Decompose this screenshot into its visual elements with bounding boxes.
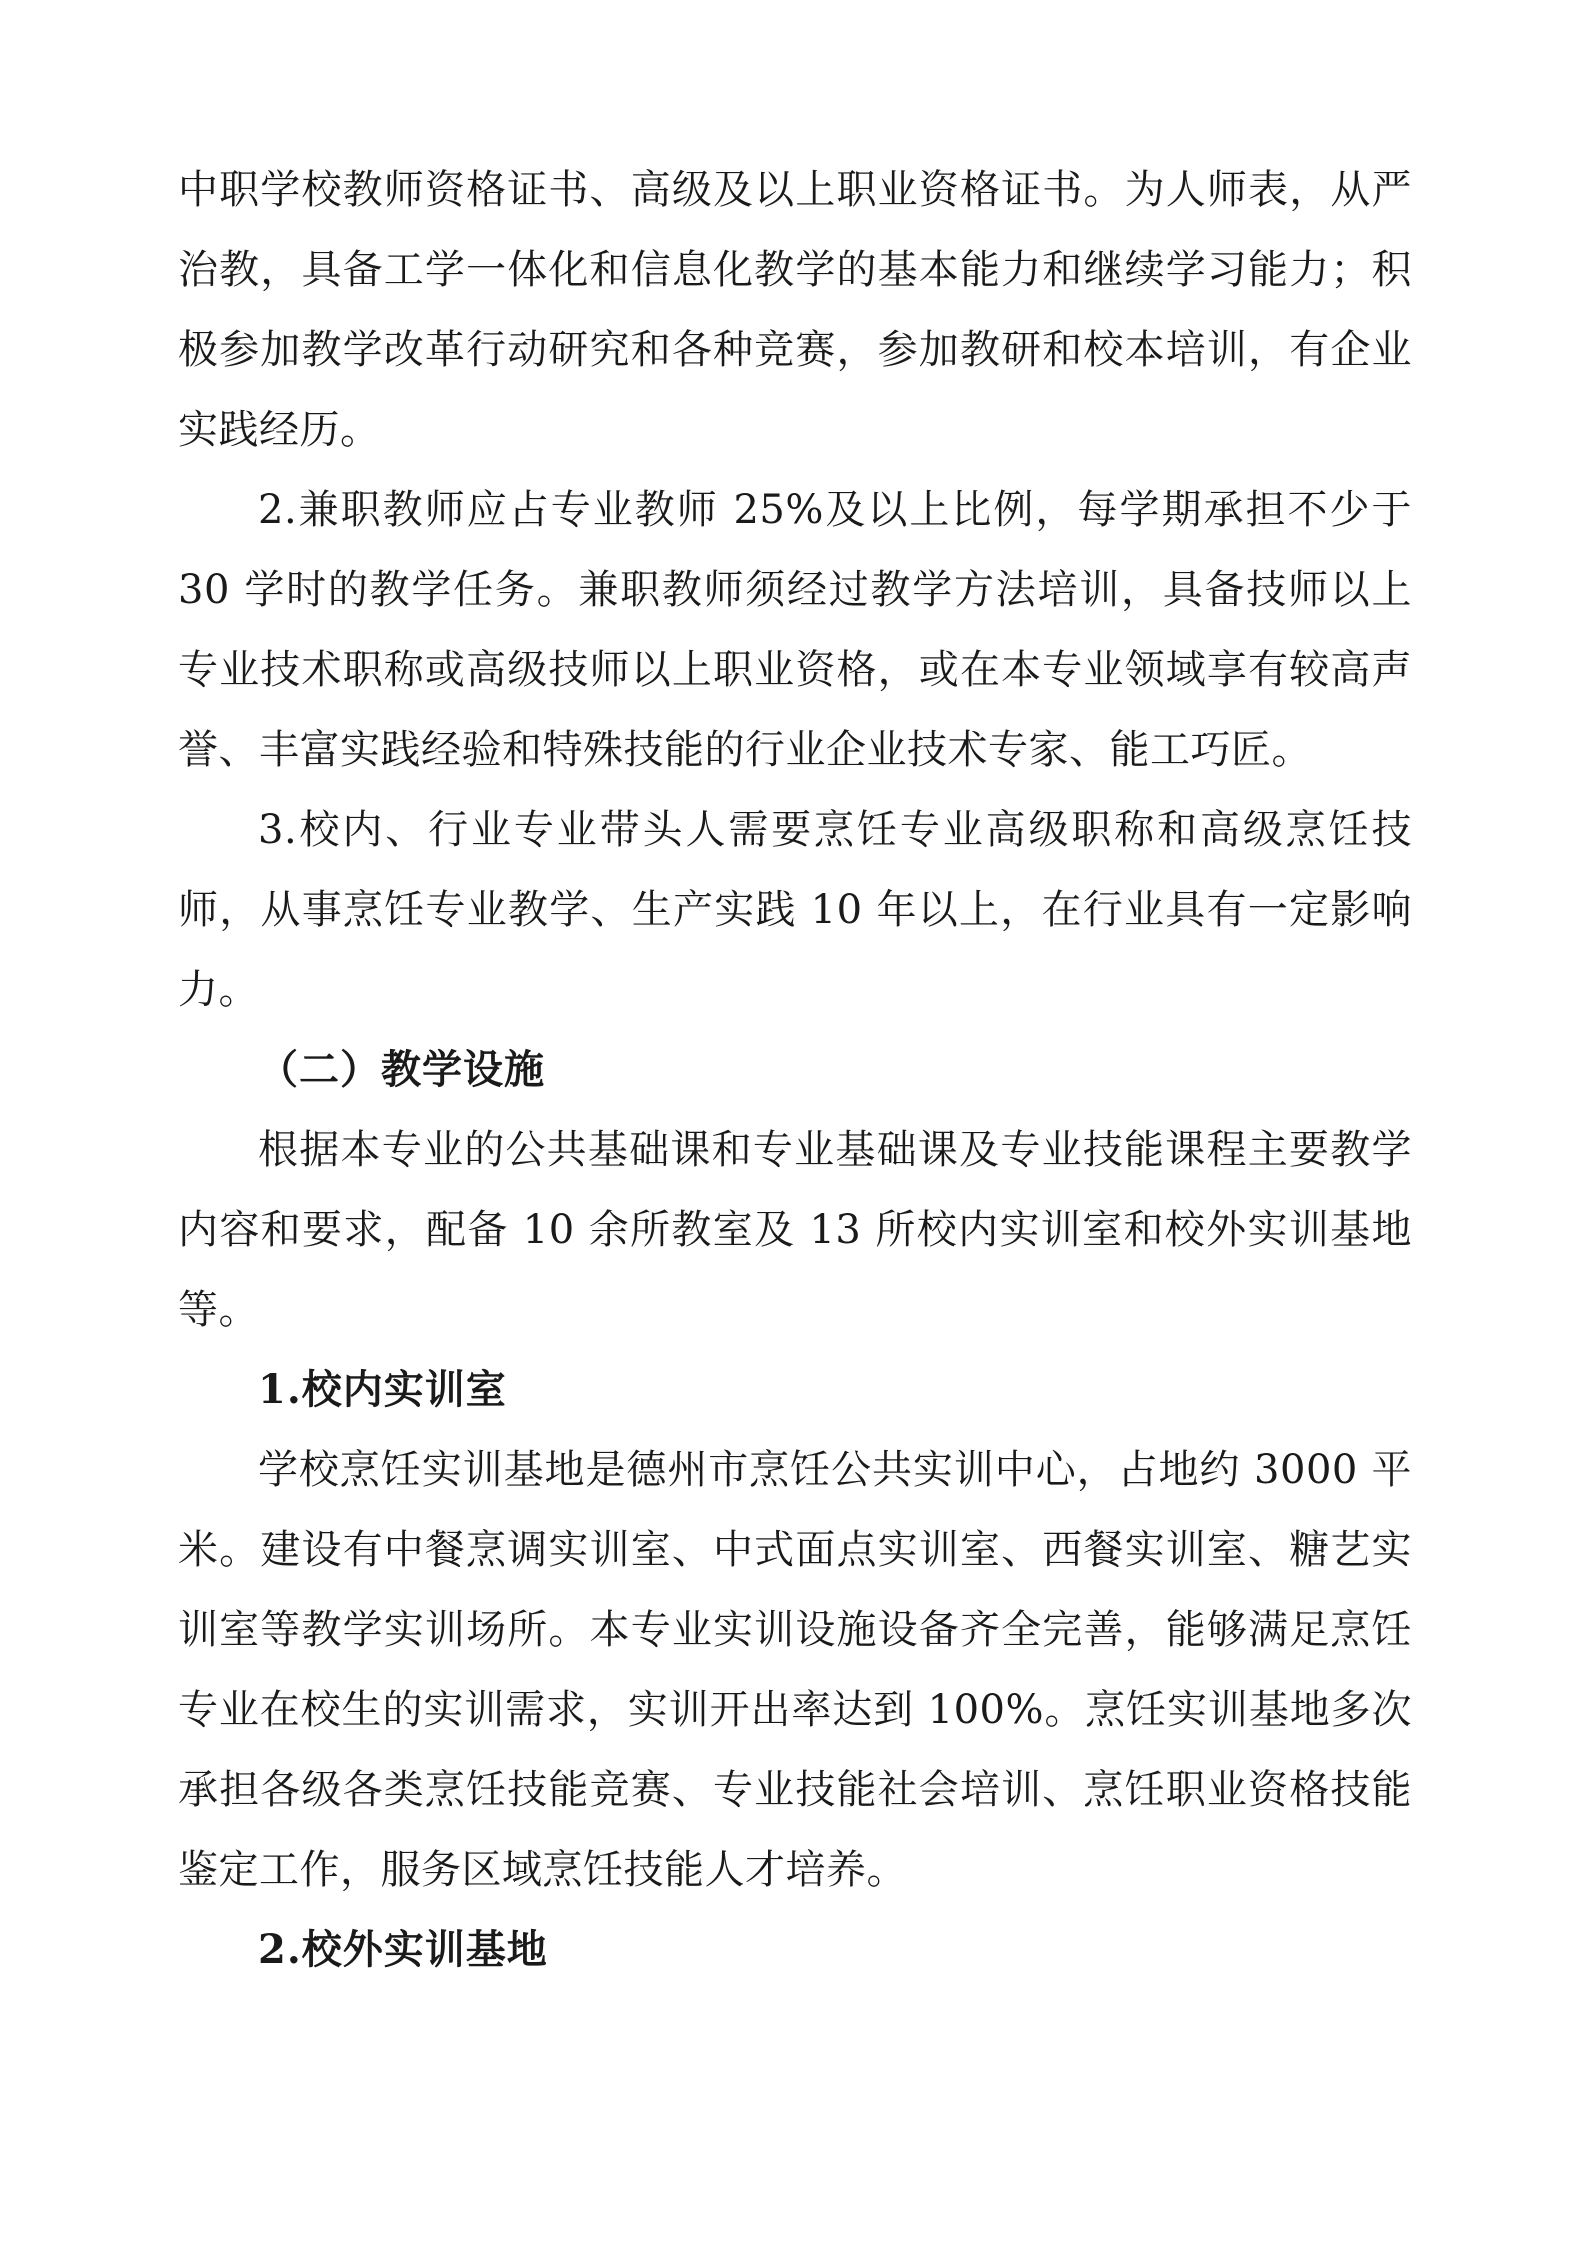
heading-item-1-on-campus-training-room: 1.校内实训室 [258,1366,507,1413]
document-body [178,150,1412,1990]
paragraph-teacher-qualification-continued: 中职学校教师资格证书、高级及以上职业资格证书。为人师表，从严治教，具备工学一体化和信息化教学的基本能力和继续学习能力；积极参加教学改革行动研究和各种竞赛，参加教研和校本培训，有企业实践经历。 [178,167,1412,453]
heading-item-2-off-campus-training-base: 2.校外实训基地 [258,1926,548,1973]
paragraph-facilities-intro: 根据本专业的公共基础课和专业基础课及专业技能课程主要教学内容和要求，配备 10 余所教室及 13 所校内实训室和校外实训基地等。 [178,1127,1412,1333]
paragraph-item-2-parttime-teachers: 2.兼职教师应占专业教师 25%及以上比例，每学期承担不少于 30 学时的教学任务。兼职教师须经过教学方法培训，具备技师以上专业技术职称或高级技师以上职业资格，或在本专业领域享有较高声誉、丰富实践经验和特殊技能的行业企业技术专家、能工巧匠。 [178,487,1412,773]
paragraph-on-campus-training-detail: 学校烹饪实训基地是德州市烹饪公共实训中心，占地约 3000 平米。建设有中餐烹调实训室、中式面点实训室、西餐实训室、糖艺实训室等教学实训场所。本专业实训设施设备齐全完善，能够满足烹饪专业在校生的实训需求，实训开出率达到 100%。烹饪实训基地多次承担各级各类烹饪技能竞赛、专业技能社会培训、烹饪职业资格技能鉴定工作，服务区域烹饪技能人才培养。 [178,1447,1412,1893]
paragraph-item-3-professional-leader: 3.校内、行业专业带头人需要烹饪专业高级职称和高级烹饪技师，从事烹饪专业教学、生产实践 10 年以上，在行业具有一定影响力。 [178,807,1412,1013]
heading-section-2-teaching-facilities: （二）教学设施 [258,1046,545,1093]
